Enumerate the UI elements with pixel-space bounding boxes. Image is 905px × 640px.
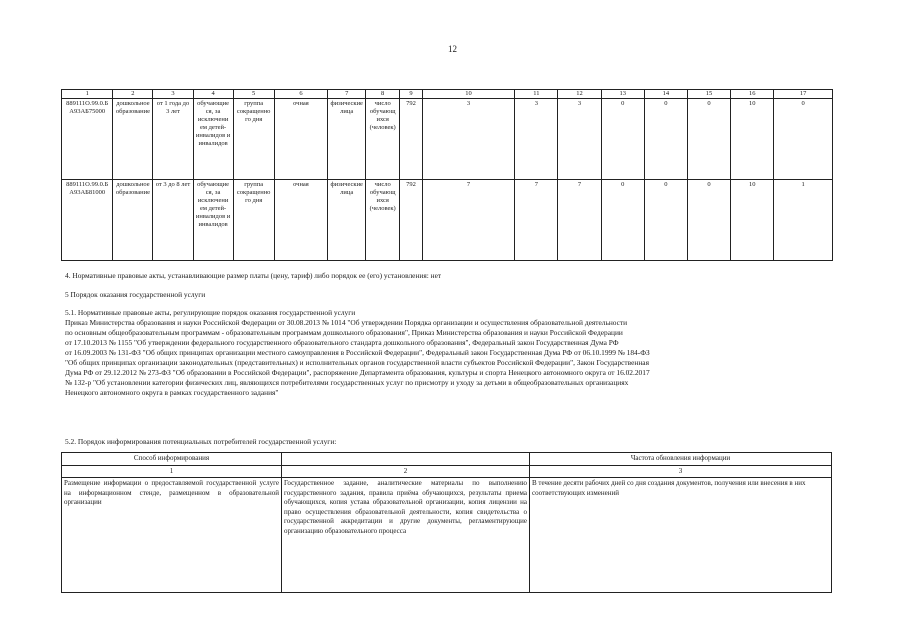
- legal-line: Приказ Министерства образования и науки Российской Федерации от 30.08.2013 № 1014 "Об утверждении Порядка организации и осуществления образовательной деятельности: [65, 318, 628, 327]
- table-cell: от 1 года до 3 лет: [153, 99, 193, 180]
- column-header: 5: [233, 90, 274, 99]
- legal-line: от 17.10.2013 № 1155 "Об утверждении федерального государственного образовательного стандарта дошкольного образования", Федеральный закон Государственная Дума РФ: [65, 338, 619, 347]
- table-cell: 0: [774, 99, 833, 180]
- table-cell: 0: [601, 99, 644, 180]
- column-header: 7: [328, 90, 366, 99]
- column-header: 8: [366, 90, 400, 99]
- table-cell: группа сокращенно го дня: [233, 180, 274, 261]
- update-frequency: В течение десяти рабочих дней со дня создания документов, получения или внесения в них соответствующих изменений: [530, 478, 832, 593]
- legal-acts-text: [65, 318, 835, 398]
- column-number-row: [62, 465, 832, 478]
- column-header: Способ информирования: [62, 453, 282, 466]
- table-row: [62, 99, 833, 180]
- column-header: 17: [774, 90, 833, 99]
- table-row: [62, 478, 832, 593]
- table-cell: 0: [644, 180, 687, 261]
- table-cell: обучающие ся, за исключени ем детей-инвалидов и инвалидов: [193, 180, 233, 261]
- table-cell: 0: [644, 99, 687, 180]
- table-cell: от 3 до 8 лет: [153, 180, 193, 261]
- table-cell: 3: [558, 99, 601, 180]
- legal-line: Дума РФ от 29.12.2012 № 273-ФЗ "Об образовании в Российской Федерации", распоряжение Департамента образования, культуры и спорта Ненецкого автономного округа от 16.02.2017: [65, 368, 650, 377]
- column-header: 13: [601, 90, 644, 99]
- table-cell: число обучающ ихся (человек): [366, 99, 400, 180]
- table-cell: 10: [731, 99, 774, 180]
- column-header: 15: [687, 90, 730, 99]
- table-cell: 0: [601, 180, 644, 261]
- table-cell: физические лица: [328, 180, 366, 261]
- table-cell: 3: [422, 99, 515, 180]
- column-header: 9: [400, 90, 423, 99]
- section-5-1-title: 5.1. Нормативные правовые акты, регулирующие порядок оказания государственной услуги: [65, 308, 356, 317]
- table-cell: 0: [687, 99, 730, 180]
- table-cell: 0: [687, 180, 730, 261]
- column-header: 10: [422, 90, 515, 99]
- table-cell: 889111О.99.0.Б А93АБ81000: [62, 180, 113, 261]
- informing-table: [61, 452, 832, 593]
- table-cell: число обучающ ихся (человек): [366, 180, 400, 261]
- table-cell: 792: [400, 99, 423, 180]
- section-5-2-title: 5.2. Порядок информирования потенциальных потребителей государственной услуги:: [65, 437, 337, 446]
- table-cell: 1: [774, 180, 833, 261]
- table-cell: очная: [274, 180, 327, 261]
- column-header: Частота обновления информации: [530, 453, 832, 466]
- legal-line: по основным общеобразовательным программам - образовательным программам дошкольного образования", Приказ Министерства образования и науки Российской Федерации: [65, 328, 623, 337]
- table-cell: 889111О.99.0.Б А93АБ75000: [62, 99, 113, 180]
- informing-method: Размещение информации о предоставляемой государственной услуге на информационном стенде, размещенном в образовательной организации: [62, 478, 282, 593]
- table-cell: обучающие ся, за исключени ем детей-инвалидов и инвалидов: [193, 99, 233, 180]
- table-row: [62, 180, 833, 261]
- table-header-row: [62, 90, 833, 99]
- column-header: 2: [113, 90, 153, 99]
- column-header: 16: [731, 90, 774, 99]
- column-header: 14: [644, 90, 687, 99]
- column-header: 3: [153, 90, 193, 99]
- page-number: 12: [448, 44, 457, 54]
- section-5-1: [65, 308, 835, 398]
- legal-line: № 132-р "Об установлении категории физических лиц, являющихся потребителями государственных услуг по присмотру и уходу за детьми в общеобразовательных организациях: [65, 378, 629, 387]
- column-header: 12: [558, 90, 601, 99]
- indicators-table: [61, 89, 833, 261]
- column-header: 1: [62, 90, 113, 99]
- section-5-text: 5 Порядок оказания государственной услуги: [65, 290, 206, 299]
- table-cell: группа сокращенно го дня: [233, 99, 274, 180]
- table-cell: 7: [422, 180, 515, 261]
- legal-line: от 16.09.2003 № 131-ФЗ "Об общих принципах организации местного самоуправления в Российской Федерации", Федеральный закон Государственная Дума РФ от 06.10.1999 № 184-ФЗ: [65, 348, 650, 357]
- legal-line: Ненецкого автономного округа в рамках государственного задания": [65, 388, 279, 397]
- column-header: 4: [193, 90, 233, 99]
- table-cell: 792: [400, 180, 423, 261]
- column-number: 2: [282, 465, 530, 478]
- table-cell: дошкольное образование: [113, 99, 153, 180]
- column-number: 1: [62, 465, 282, 478]
- column-header: 6: [274, 90, 327, 99]
- section-4-text: 4. Нормативные правовые акты, устанавливающие размер платы (цену, тариф) либо порядок ее (его) установления: нет: [65, 271, 442, 280]
- legal-line: "Об общих принципах организации законодательных (представительных) и исполнительных органов государственной власти субъектов Российской Федерации", Закон Государственная: [65, 358, 649, 367]
- section-4: [65, 271, 835, 281]
- table-header-row: [62, 453, 832, 466]
- table-cell: очная: [274, 99, 327, 180]
- table-cell: 3: [515, 99, 558, 180]
- table-cell: дошкольное образование: [113, 180, 153, 261]
- informing-content: Государственное задание, аналитические материалы по выполнению государственного задания, правила приёма обучающихся, результаты приема обучающихся, копия устава образовательной организации, копия лицензии на право осуществления образовательной деятельности, копия свидетельства о государственной аккредитации и другие документы, регламентирующие организацию образовательного процесса: [282, 478, 530, 593]
- section-5: [65, 290, 835, 300]
- column-header: [282, 453, 530, 466]
- column-number: 3: [530, 465, 832, 478]
- column-header: 11: [515, 90, 558, 99]
- table-cell: 10: [731, 180, 774, 261]
- table-cell: физические лица: [328, 99, 366, 180]
- table-cell: 7: [515, 180, 558, 261]
- table-cell: 7: [558, 180, 601, 261]
- section-5-2: [65, 437, 835, 447]
